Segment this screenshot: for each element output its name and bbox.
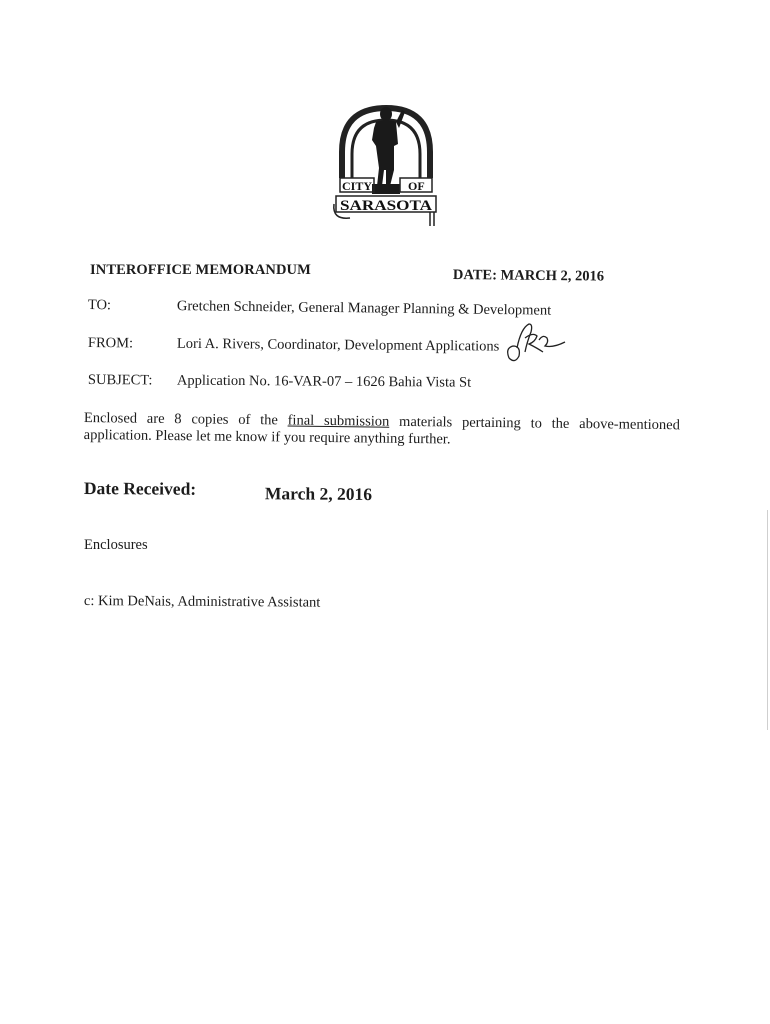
handwritten-initials-signature [503,318,573,366]
body-line-1-end: materials pertaining to the above-mentioned [398,413,680,434]
body-final-submission: final submission [287,412,390,430]
date-received-value: March 2, 2016 [264,483,373,505]
body-line-1-start: Enclosed are 8 copies of the [83,410,278,429]
to-label: TO: [87,297,112,314]
memo-body [84,410,680,451]
logo-text-sarasota: SARASOTA [340,198,433,214]
city-seal-logo [330,100,442,230]
subject-label: SUBJECT: [87,372,153,389]
scan-edge-artifact [767,510,768,730]
subject-value: Application No. 16-VAR-07 – 1626 Bahia Vista St [176,372,472,391]
from-value: Lori A. Rivers, Coordinator, Development Applications [176,335,500,355]
logo-text-city: CITY [342,179,373,193]
enclosures: Enclosures [84,537,148,553]
date-received [83,478,684,505]
subject-row [87,372,688,391]
memo-title: INTEROFFICE MEMORANDUM [90,262,311,278]
to-row [87,297,688,319]
memo-date: DATE: MARCH 2, 2016 [452,267,605,285]
to-value: Gretchen Schneider, General Manager Planning & Development [176,298,552,319]
from-label: FROM: [87,335,134,352]
body-line-2: application. Please let me know if you require anything further. [83,426,451,448]
logo-text-of: OF [408,179,425,193]
cc-line: c: Kim DeNais, Administrative Assistant [83,593,321,611]
from-row [87,335,688,355]
date-received-label: Date Received: [83,478,197,499]
